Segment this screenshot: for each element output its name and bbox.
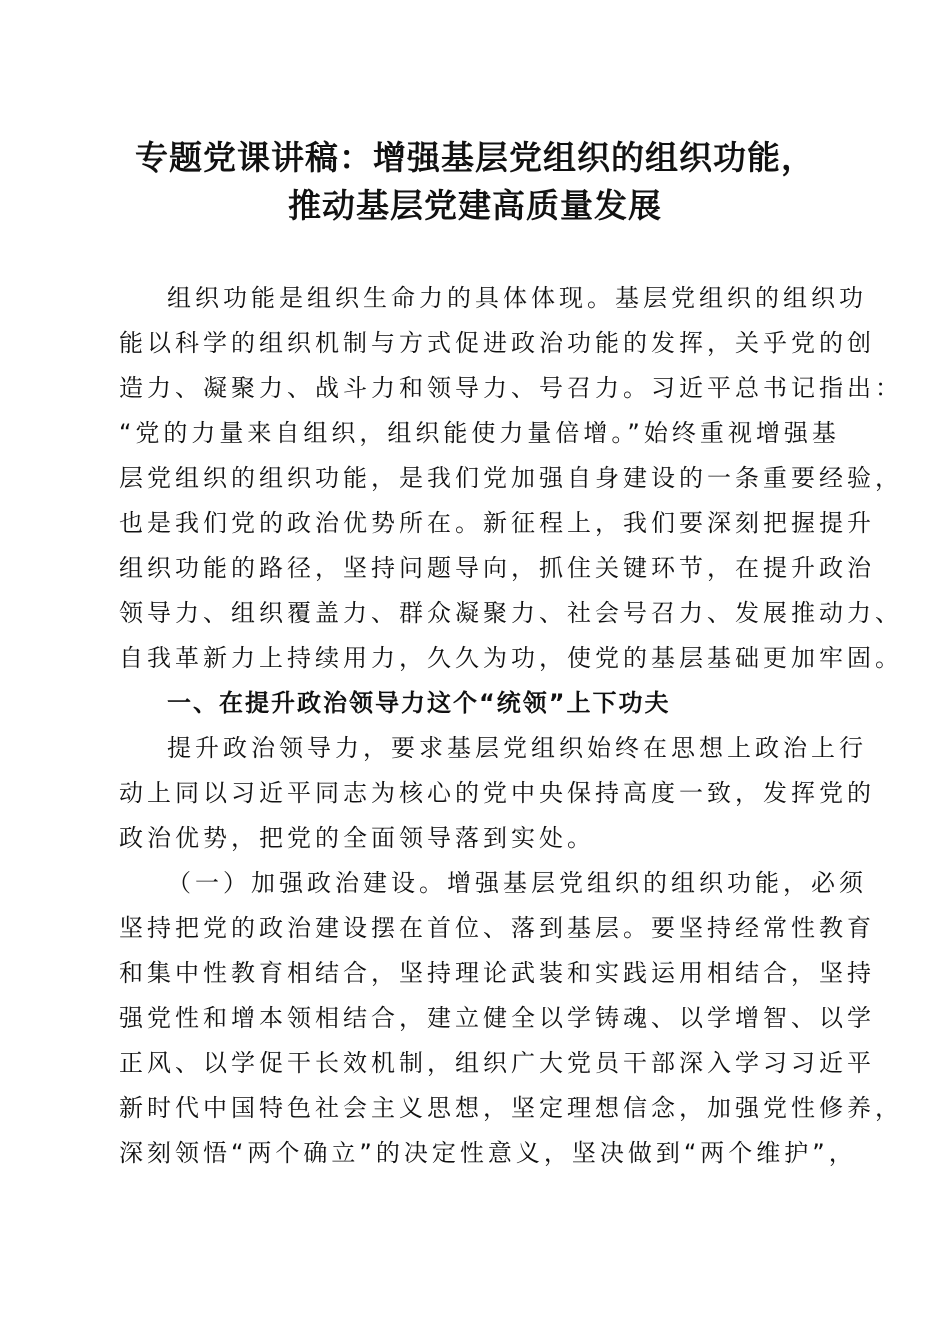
paragraph-line: 强党性和增本领相结合，建立健全以学铸魂、以学增智、以学 [119,1004,875,1032]
paragraph-line: 提升政治领导力，要求基层党组织始终在思想上政治上行 [167,734,867,762]
paragraph-line: 也是我们党的政治优势所在。新征程上，我们要深刻把握提升 [119,509,875,537]
paragraph-line: 领导力、组织覆盖力、群众凝聚力、社会号召力、发展推动力、 [119,599,903,627]
paragraph-line: 和集中性教育相结合，坚持理论武装和实践运用相结合，坚持 [119,959,875,987]
document-title-line-1: 专题党课讲稿：增强基层党组织的组织功能， [135,138,815,177]
paragraph-line: 能以科学的组织机制与方式促进政治功能的发挥，关乎党的创 [119,329,875,357]
paragraph-line: 正风、以学促干长效机制，组织广大党员干部深入学习习近平 [119,1049,875,1077]
paragraph-line: 新时代中国特色社会主义思想，坚定理想信念，加强党性修养， [119,1094,903,1122]
section-heading: 一、在提升政治领导力这个“统领”上下功夫 [167,689,671,717]
paragraph-line: （一）加强政治建设。增强基层党组织的组织功能，必须 [167,869,867,897]
paragraph-line: 层党组织的组织功能，是我们党加强自身建设的一条重要经验， [119,464,903,492]
paragraph-line: 深刻领悟“两个确立”的决定性意义，坚决做到“两个维护”， [119,1139,857,1167]
paragraph-line: 造力、凝聚力、战斗力和领导力、号召力。习近平总书记指出： [119,374,903,402]
paragraph-line: 动上同以习近平同志为核心的党中央保持高度一致，发挥党的 [119,779,875,807]
paragraph-line: 政治优势，把党的全面领导落到实处。 [119,824,595,852]
paragraph-line: 组织功能是组织生命力的具体体现。基层党组织的组织功 [167,284,867,312]
document-title-line-2: 推动基层党建高质量发展 [288,186,662,225]
paragraph-line: “党的力量来自组织，组织能使力量倍增。”始终重视增强基 [119,419,840,447]
paragraph-line: 组织功能的路径，坚持问题导向，抓住关键环节，在提升政治 [119,554,875,582]
paragraph-line: 自我革新力上持续用力，久久为功，使党的基层基础更加牢固。 [119,644,903,672]
paragraph-line: 坚持把党的政治建设摆在首位、落到基层。要坚持经常性教育 [119,914,875,942]
